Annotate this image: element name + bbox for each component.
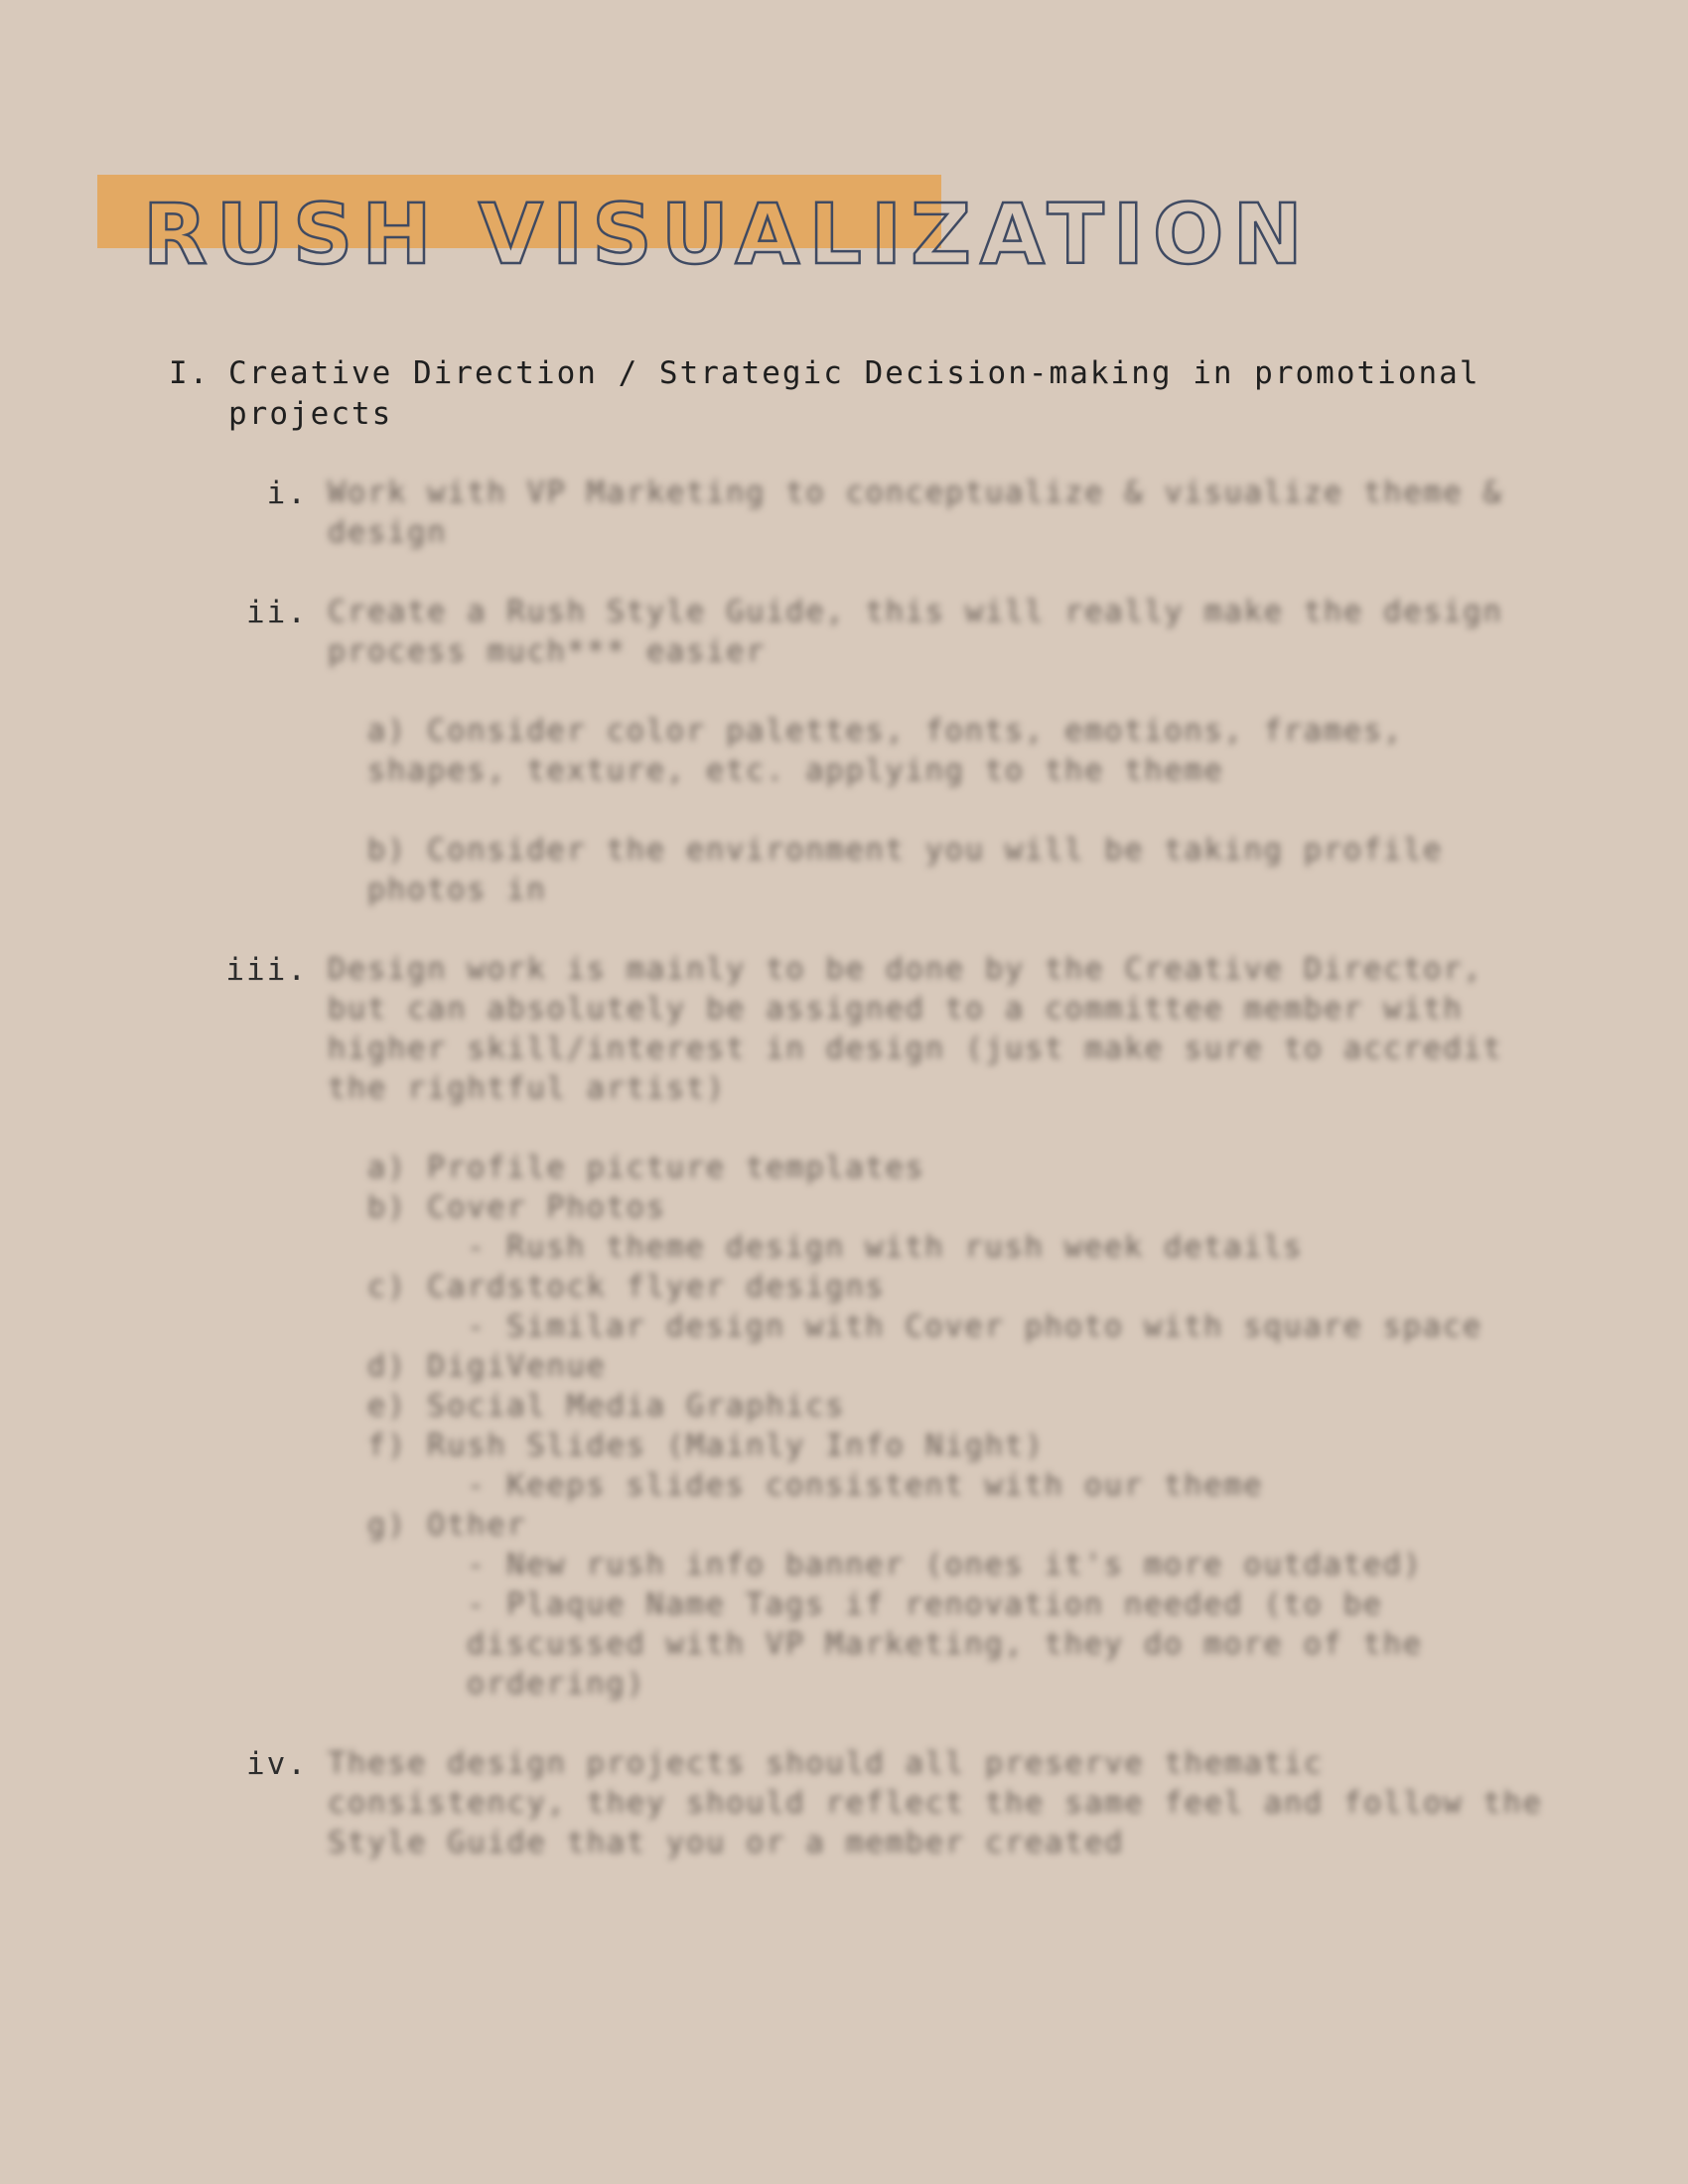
item-iii-line-4: the rightful artist) [328, 1071, 727, 1106]
item-iv-line-1: These design projects should all preserve thematic [328, 1746, 1325, 1781]
list-item: - Similar design with Cover photo with square space [467, 1309, 1483, 1344]
list-item: e) Social Media Graphics [367, 1389, 846, 1424]
list-item: a) Profile picture templates [367, 1151, 925, 1185]
list-item: ordering) [467, 1667, 646, 1702]
list-item: f) Rush Slides (Mainly Info Night) [367, 1429, 1046, 1463]
list-item: - Rush theme design with rush week details [467, 1230, 1304, 1265]
item-ii-line-1: Create a Rush Style Guide, this will really make the design [328, 595, 1503, 629]
item-i-line-1: Work with VP Marketing to conceptualize & visualize theme & [328, 476, 1503, 510]
list-item: - Keeps slides consistent with our theme [467, 1468, 1264, 1503]
item-ii-line-2: process much*** easier [328, 634, 767, 669]
list-item: d) DigiVenue [367, 1349, 607, 1384]
item-i-line-2: design [328, 515, 448, 550]
section-heading [169, 353, 1489, 435]
list-item: discussed with VP Marketing, they do more of the [467, 1627, 1423, 1662]
list-item: - Plaque Name Tags if renovation needed (to be [467, 1587, 1383, 1622]
item-number-iii: iii. [225, 952, 308, 988]
item-ii-sub-b-line-1: b) Consider the environment you will be taking profile [367, 833, 1444, 868]
page-title: RUSH VISUALIZATION [143, 186, 1312, 283]
item-ii-sub-a-line-1: a) Consider color palettes, fonts, emotions, frames, [367, 714, 1404, 749]
item-number-ii: ii. [246, 595, 308, 630]
item-iv-line-2: consistency, they should reflect the same feel and follow the [328, 1786, 1543, 1821]
list-item: c) Cardstock flyer designs [367, 1270, 886, 1304]
item-ii-sub-a-line-2: shapes, texture, etc. applying to the theme [367, 753, 1224, 788]
section-heading-text: Creative Direction / Strategic Decision-making in promotional projects [228, 355, 1480, 432]
item-iii-line-1: Design work is mainly to be done by the Creative Director, [328, 952, 1483, 987]
list-item: - New rush info banner (ones it's more outdated) [467, 1548, 1423, 1582]
list-item: g) Other [367, 1508, 527, 1543]
title-block [97, 175, 1312, 294]
item-number-i: i. [266, 476, 308, 511]
section-number: I. [169, 355, 211, 391]
item-iii-line-2: but can absolutely be assigned to a committee member with [328, 992, 1464, 1026]
item-ii-sub-b-line-2: photos in [367, 873, 547, 907]
list-item: b) Cover Photos [367, 1190, 666, 1225]
item-iii-line-3: higher skill/interest in design (just make sure to accredit [328, 1031, 1503, 1066]
item-number-iv: iv. [246, 1746, 308, 1782]
item-iv-line-3: Style Guide that you or a member created [328, 1826, 1125, 1860]
